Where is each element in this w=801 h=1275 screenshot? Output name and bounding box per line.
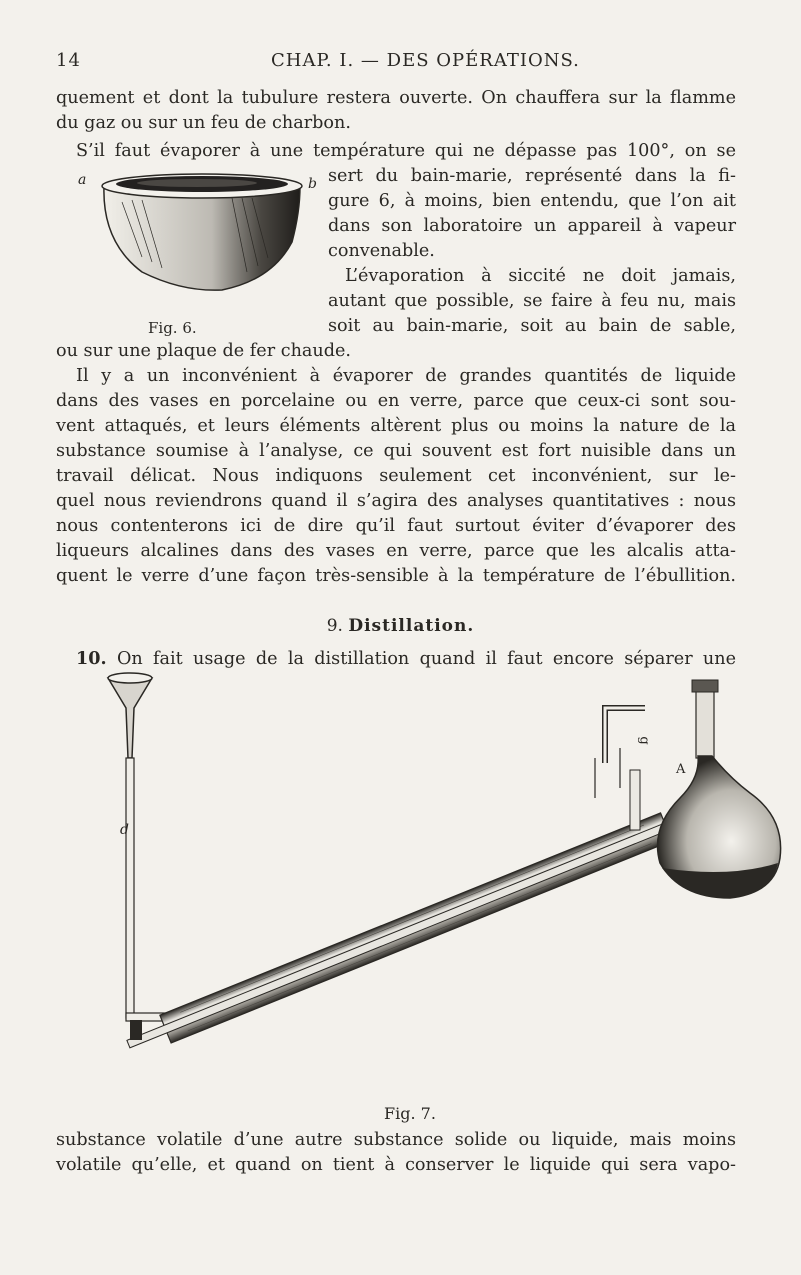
text-line: substance soumise à l’analyse, ce qui souvent est fort nuisible dans un: [56, 441, 736, 461]
figure-label-g: g: [636, 736, 652, 745]
text-line: soit au bain-marie, soit au bain de sable,: [328, 316, 736, 336]
figure-label-A: A: [676, 762, 686, 777]
text-line: dans des vases en porcelaine ou en verre, parce que ceux-ci sont sou-: [56, 391, 736, 411]
figure6-caption: Fig. 6.: [148, 319, 197, 337]
text-line: substance volatile d’une autre substance solide ou liquide, mais moins: [56, 1130, 736, 1150]
figure-label-d: d: [120, 822, 129, 838]
distillation-apparatus-illustration: [100, 668, 790, 1100]
running-title: CHAP. I. — DES OPÉRATIONS.: [271, 50, 580, 71]
text-line: Il y a un inconvénient à évaporer de grandes quantités de liquide: [76, 366, 736, 386]
text-line: quement et dont la tubulure restera ouverte. On chauffera sur la flamme: [56, 88, 736, 108]
text-line: vent attaqués, et leurs éléments altèrent plus ou moins la nature de la: [56, 416, 736, 436]
text-line: dans son laboratoire un appareil à vapeur: [328, 216, 736, 236]
text-line: quent le verre d’une façon très-sensible à la température de l’ébullition.: [56, 566, 736, 586]
text-line: L’évaporation à siccité ne doit jamais,: [345, 266, 736, 286]
text-line: sert du bain-marie, représenté dans la fi-: [328, 166, 736, 186]
text-line: gure 6, à moins, bien entendu, que l’on ait: [328, 191, 736, 211]
text-line: nous contenterons ici de dire qu’il faut surtout éviter d’évaporer des: [56, 516, 736, 536]
text-line: du gaz ou sur un feu de charbon.: [56, 113, 351, 133]
paragraph-text: On fait usage de la distillation quand il faut encore séparer une: [116, 649, 737, 669]
paragraph-number: 10.: [76, 648, 107, 669]
text-line: autant que possible, se faire à feu nu, mais: [328, 291, 736, 311]
page-number: 14: [56, 50, 81, 71]
text-line: travail délicat. Nous indiquons seulement cet inconvénient, sur le-: [56, 466, 736, 486]
section-title: Distillation.: [348, 616, 475, 636]
text-line: liqueurs alcalines dans des vases en verre, parce que les alcalis atta-: [56, 541, 736, 561]
section-heading: [0, 616, 801, 636]
bain-marie-illustration: [82, 162, 322, 312]
figure7-caption: Fig. 7.: [384, 1104, 436, 1123]
figure-label-b: b: [308, 176, 317, 192]
section-number: 9.: [326, 616, 343, 636]
text-line: [76, 648, 736, 669]
text-line: quel nous reviendrons quand il s’agira des analyses quantitatives : nous: [56, 491, 736, 511]
text-line: convenable.: [328, 241, 435, 261]
figure-label-a: a: [78, 172, 87, 188]
text-line: volatile qu’elle, et quand on tient à conserver le liquide qui sera vapo-: [56, 1155, 736, 1175]
text-line: S’il faut évaporer à une température qui ne dépasse pas 100°, on se: [76, 141, 736, 161]
running-header: [56, 50, 736, 76]
text-line: ou sur une plaque de fer chaude.: [56, 341, 351, 361]
